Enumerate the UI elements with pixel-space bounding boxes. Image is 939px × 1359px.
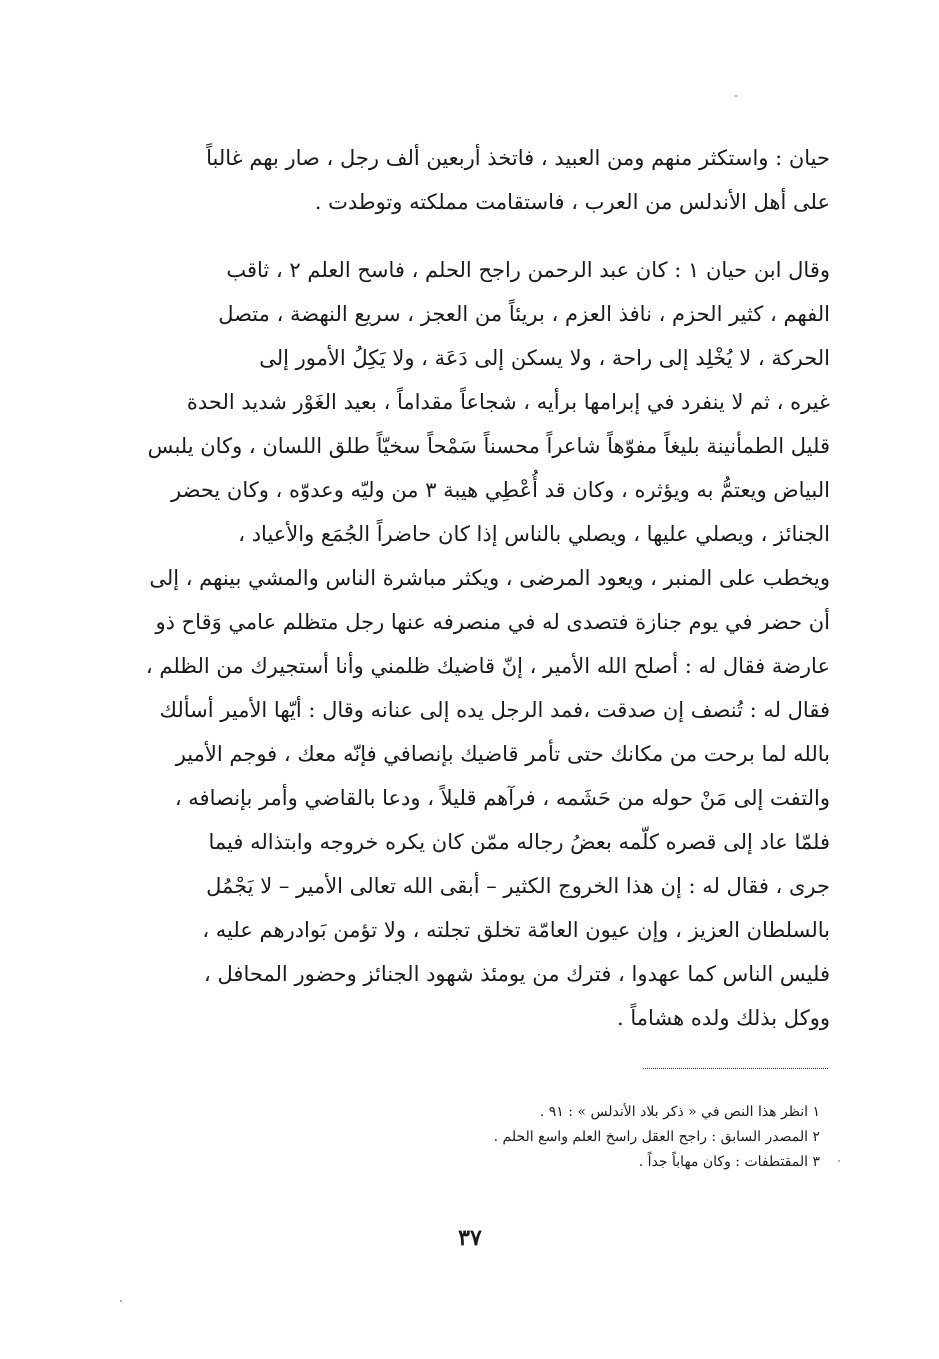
paragraph-2 bbox=[130, 248, 830, 1040]
text-line: ويخطب على المنبر ، ويعود المرضى ، ويكثر مباشرة الناس والمشي بينهم ، إلى bbox=[149, 566, 830, 590]
text-line: البياض ويعتمُّ به ويؤثره ، وكان قد أُعْطِي هيبة ٣ من وليّه وعدوّه ، وكان يحضر bbox=[171, 478, 830, 502]
text-line: الجنائز ، ويصلي عليها ، ويصلي بالناس إذا كان حاضراً الجُمَع والأعياد ، bbox=[238, 522, 830, 546]
text-line: الحركة ، لا يُخْلِد إلى راحة ، ولا يسكن إلى دَعَة ، ولا يَكِلُ الأمور إلى bbox=[259, 346, 830, 370]
text-line: أن حضر في يوم جنازة فتصدى له في منصرفه عنها رجل متظلم عامي وَقاح ذو bbox=[155, 610, 830, 634]
paper-speck bbox=[838, 1160, 840, 1162]
paragraph-1 bbox=[130, 136, 830, 224]
paper-speck bbox=[735, 95, 737, 97]
paragraph-spacer bbox=[130, 224, 830, 248]
text-line: حيان : واستكثر منهم ومن العبيد ، فاتخذ أربعين ألف رجل ، صار بهم غالباً bbox=[206, 146, 830, 170]
paper-speck bbox=[120, 1300, 122, 1302]
text-line: فقال له : تُنصف إن صدقت ،فمد الرجل يده إلى عنانه وقال : أيّها الأمير أسألك bbox=[159, 698, 830, 722]
text-line: جرى ، فقال له : إن هذا الخروج الكثير – أبقى الله تعالى الأمير – لا يَجْمُل bbox=[206, 874, 830, 898]
text-line: على أهل الأندلس من العرب ، فاستقامت مملكته وتوطدت . bbox=[314, 190, 830, 214]
footnote: ١ انظر هذا النص في « ذكر بلاد الأندلس » : ٩١ . bbox=[539, 1104, 820, 1120]
text-line: فلمّا عاد إلى قصره كلّمه بعضُ رجاله ممّن كان يكره خروجه وابتذاله فيما bbox=[208, 830, 830, 854]
text-line: وقال ابن حيان ١ : كان عبد الرحمن راجح الحلم ، فاسح العلم ٢ ، ثاقب bbox=[226, 258, 830, 282]
footnote: ٣ المقتطفات : وكان مهاباً جداً . bbox=[638, 1154, 820, 1170]
text-line: بالسلطان العزيز ، وإن عيون العامّة تخلق تجلته ، ولا تؤمن بَوادرهم عليه ، bbox=[202, 918, 830, 942]
text-line: عارضة فقال له : أصلح الله الأمير ، إنّ قاضيك ظلمني وأنا أستجيرك من الظلم ، bbox=[145, 654, 830, 678]
text-line: ووكل بذلك ولده هشاماً . bbox=[617, 1006, 830, 1030]
footnotes bbox=[300, 1100, 820, 1175]
text-line: فليس الناس كما عهدوا ، فترك من يومئذ شهود الجنائز وحضور المحافل ، bbox=[204, 962, 830, 986]
text-line: غيره ، ثم لا ينفرد في إبرامها برأيه ، شجاعاً مقداماً ، بعيد الغَوْر شديد الحدة bbox=[186, 390, 830, 414]
page-number: ٣٧ bbox=[458, 1225, 482, 1251]
footnote: ٢ المصدر السابق : راجح العقل راسخ العلم واسع الحلم . bbox=[493, 1129, 820, 1145]
main-text bbox=[130, 136, 830, 1040]
text-line: والتفت إلى مَنْ حوله من حَشَمه ، فرآهم قليلاً ، ودعا بالقاضي وأمر بإنصافه ، bbox=[174, 786, 830, 810]
text-line: الفهم ، كثير الحزم ، نافذ العزم ، بريئاً من العجز ، سريع النهضة ، متصل bbox=[218, 302, 830, 326]
text-line: قليل الطمأنينة بليغاً مفوّهاً شاعراً محسناً سَمْحاً سخيّاً طلق اللسان ، وكان يلبس bbox=[147, 434, 830, 458]
text-line: بالله لما برحت من مكانك حتى تأمر قاضيك بإنصافي فإنّه معك ، فوجم الأمير bbox=[175, 742, 830, 766]
footnote-divider bbox=[643, 1068, 828, 1069]
